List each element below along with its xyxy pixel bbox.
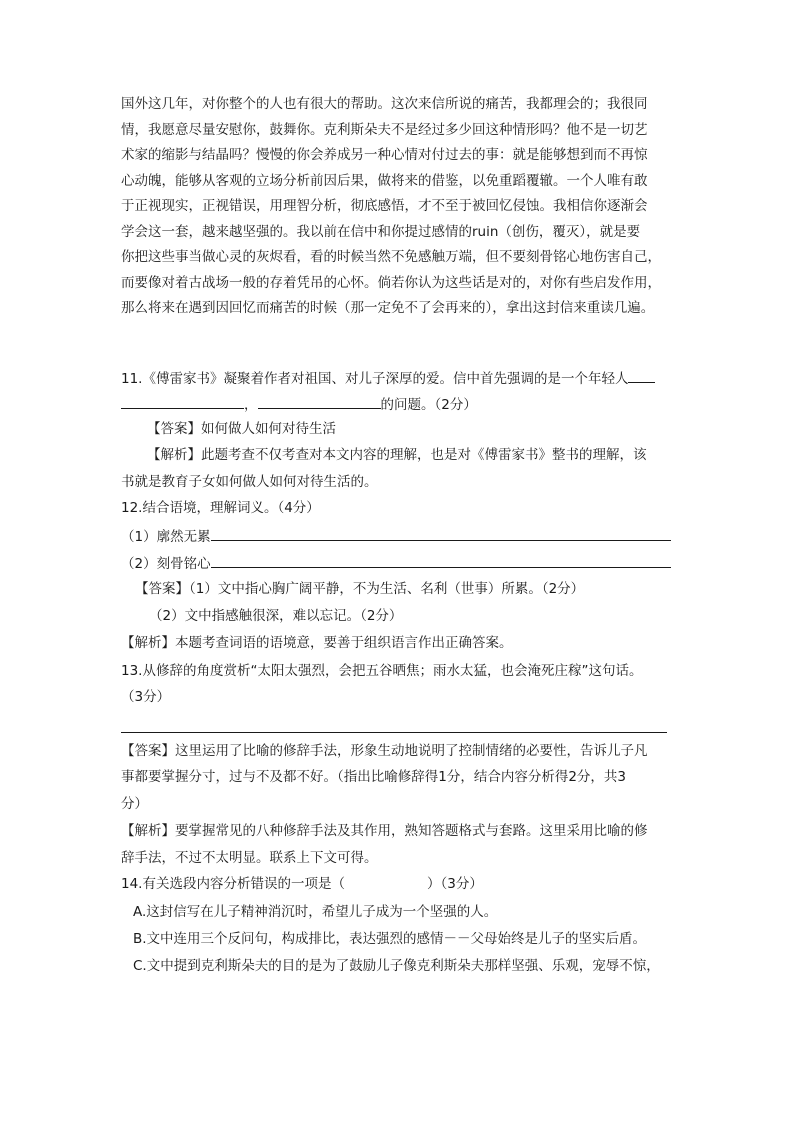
q14-option-c: C.文中提到克利斯朵夫的目的是为了鼓励儿子像克利斯朵夫那样坚强、乐观，宠辱不惊， [133,958,660,974]
q11-analysis-text: 此题考查不仅考查对本文内容的理解，也是对《傅雷家书》整书的理解，该 [201,447,647,463]
q13-analysis-text: 要掌握常见的八种修辞手法及其作用，熟知答题格式与套路。这里采用比喻的修 [175,823,648,839]
q11-answer-text: 如何做人如何对待生活 [201,421,336,437]
passage [121,92,674,322]
q13-stem: 13.从修辞的角度赏析“太阳太强烈，会把五谷晒焦；雨水太猛，也会淹死庄稼”这句话。 [121,663,643,679]
q11-stem [121,367,655,387]
q12-item-2-text: （2）刻骨铭心 [121,556,211,572]
q13-score: （3分） [121,689,171,705]
q12-analysis-text: 本题考查词语的语境意，要善于组织语言作出正确答案。 [175,635,513,651]
q14-option-b: B.文中连用三个反问句，构成排比，表达强烈的感情－－父母始终是儿子的坚实后盾。 [133,931,647,947]
q13-analysis-1 [121,821,648,841]
q11-separator: ， [244,397,258,413]
q12-answer-2: （2）文中指感触很深，难以忘记。（2分） [149,608,403,624]
q11-blank-2 [121,393,244,409]
q11-tail: 的问题。（2分） [380,397,477,413]
answer-label: 【答案】 [121,743,175,759]
q14-stem-tail: ）（3分） [426,876,483,892]
q12-item-1 [121,525,671,545]
q13-answer-3: 分） [121,796,148,812]
q11-analysis-cont: 书就是教育子女如何做人如何对待生活的。 [121,474,378,490]
q12-stem: 12.结合语境，理解词义。（4分） [121,500,320,516]
q11-blank-1 [628,367,655,383]
q14-stem [121,874,483,894]
passage-line: 情，我愿意尽量安慰你，鼓舞你。克利斯朵夫不是经过多少回这种情形吗？他不是一切艺 [121,121,648,138]
q14-stem-text: 14.有关选段内容分析错误的一项是（ [121,876,345,892]
passage-line: 心动魄，能够从客观的立场分析前因后果，做将来的借鉴，以免重蹈覆辙。一个人唯有敢 [121,172,648,189]
q13-answer-1 [121,741,648,761]
q14-option-a: A.这封信写在儿子精神消沉时，希望儿子成为一个坚强的人。 [133,904,498,920]
q12-analysis [121,633,513,653]
q13-analysis-2: 辞手法，不过不太明显。联系上下文可得。 [121,850,378,866]
q13-answer-rule [121,732,667,733]
q12-item-2-blank [211,552,671,568]
q11-stem-text: 11.《傅雷家书》凝聚着作者对祖国、对儿子深厚的爱。信中首先强调的是一个年轻人 [121,371,629,387]
q11-answer [147,419,336,439]
passage-line: 那么将来在遇到因回忆而痛苦的时候（那一定免不了会再来的），拿出这封信来重读几遍。 [121,300,655,316]
answer-label: 【答案】 [147,421,201,437]
q12-item-2 [121,552,671,572]
q12-item-1-text: （1）廓然无累 [121,529,211,545]
q11-blank-3 [258,393,381,409]
passage-line: 国外这几年，对你整个的人也有很大的帮助。这次来信所说的痛苦，我都理会的；我很同 [121,96,648,112]
q12-item-1-blank [211,525,671,541]
q12-answer-1-text: （1）文中指心胸广阔平静，不为生活、名利（世事）所累。（2分） [189,581,585,597]
q12-answer-1 [135,579,584,599]
answer-label: 【答案】 [135,581,189,597]
analysis-label: 【解析】 [147,447,201,463]
passage-line: 术家的缩影与结晶吗？慢慢的你会养成另一种心情对付过去的事：就是能够想到而不再惊 [121,147,648,163]
passage-line: 而要像对着古战场一般的存着凭吊的心怀。倘若你认为这些话是对的，对你有些启发作用， [121,274,661,291]
q11-analysis [147,445,647,465]
analysis-label: 【解析】 [121,635,175,651]
passage-line: 你把这些事当做心灵的灰烬看，看的时候当然不免感触万端，但不要刻骨铭心地伤害自己， [121,249,661,265]
q13-answer-text: 这里运用了比喻的修辞手法，形象生动地说明了控制情绪的必要性，告诉儿子凡 [175,743,648,759]
q13-answer-2: 事都要掌握分寸，过与不及都不好。（指出比喻修辞得1分，结合内容分析得2分，共3 [121,769,627,785]
analysis-label: 【解析】 [121,823,175,839]
passage-line: 学会这一套，越来越坚强的。我以前在信中和你提过感情的ruin（创伤，覆灭），就是要 [121,223,641,240]
q11-blanks-line [121,393,477,413]
passage-line: 于正视现实，正视错误，用理智分析，彻底感悟，才不至于被回忆侵蚀。我相信你逐渐会 [121,198,648,214]
